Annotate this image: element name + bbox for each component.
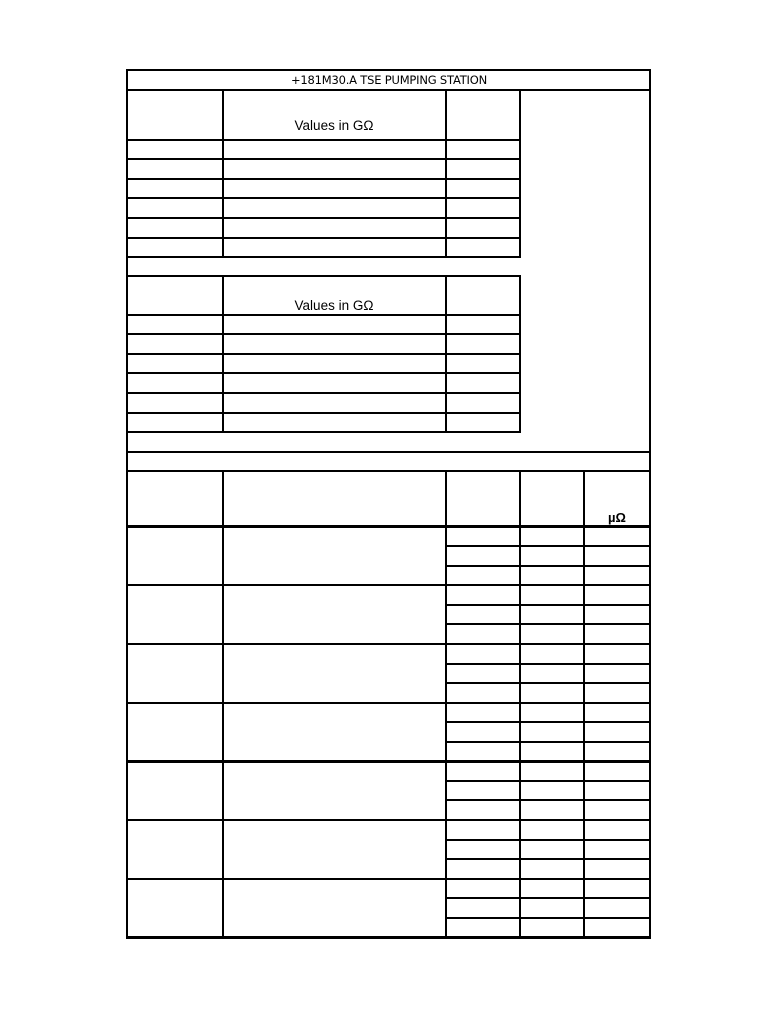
- s1-header-divider: [126, 139, 520, 141]
- s3-sub-line: [445, 604, 651, 606]
- s3-sub-line: [445, 545, 651, 547]
- s3-group-line: [126, 702, 651, 704]
- s3-sub-line: [445, 917, 651, 919]
- s2-row-line: [126, 412, 520, 414]
- s3-sub-line: [445, 858, 651, 860]
- band-line: [126, 470, 651, 472]
- section3-unit-header: µΩ: [608, 510, 626, 525]
- s1-row-line: [126, 237, 520, 239]
- outer-border-top: [126, 69, 651, 71]
- s1-col-divider: [445, 89, 447, 258]
- s3-sub-line: [445, 565, 651, 567]
- s3-col-divider: [519, 470, 521, 939]
- s3-col-divider: [445, 470, 447, 939]
- s3-group-line: [126, 819, 651, 821]
- s3-group-line: [126, 584, 651, 586]
- s3-group-line: [126, 760, 651, 763]
- s1-col-divider: [519, 89, 521, 258]
- s2-row-line: [126, 392, 520, 394]
- title-divider: [126, 89, 651, 91]
- s2-col-divider: [445, 275, 447, 433]
- s3-group-line: [126, 878, 651, 880]
- s1-row-line: [126, 197, 520, 199]
- s2-row-line: [126, 333, 520, 335]
- s2-row-line: [126, 372, 520, 374]
- s2-col-divider: [519, 275, 521, 433]
- section1-values-header: Values in GΩ: [294, 118, 374, 133]
- outer-border-bottom: [126, 936, 651, 939]
- s2-col-divider: [222, 275, 224, 433]
- s2-row-line: [126, 353, 520, 355]
- s1-row-line: [126, 217, 520, 219]
- s2-header-divider: [126, 314, 520, 316]
- s2-bottom-line: [126, 431, 520, 433]
- s3-sub-line: [445, 663, 651, 665]
- outer-border-left: [126, 69, 128, 939]
- s3-sub-line: [445, 780, 651, 782]
- s3-sub-line: [445, 799, 651, 801]
- s3-sub-line: [445, 741, 651, 743]
- s3-sub-line: [445, 623, 651, 625]
- s3-sub-line: [445, 897, 651, 899]
- s3-sub-line: [445, 721, 651, 723]
- s3-sub-line: [445, 839, 651, 841]
- band-line: [126, 451, 651, 453]
- s3-col-divider: [222, 470, 224, 939]
- s3-group-line: [126, 643, 651, 645]
- s3-col-divider: [583, 470, 585, 939]
- s1-col-divider: [222, 89, 224, 258]
- s1-row-line: [126, 158, 520, 160]
- s3-header-divider: [126, 525, 651, 528]
- s3-sub-line: [445, 682, 651, 684]
- s1-row-line: [126, 178, 520, 180]
- outer-border-right: [649, 69, 651, 939]
- s1-bottom-line: [126, 256, 520, 258]
- s2-top-line: [126, 275, 520, 277]
- section2-values-header: Values in GΩ: [294, 298, 374, 313]
- sheet-title: +181M30.A TSE PUMPING STATION: [290, 73, 487, 87]
